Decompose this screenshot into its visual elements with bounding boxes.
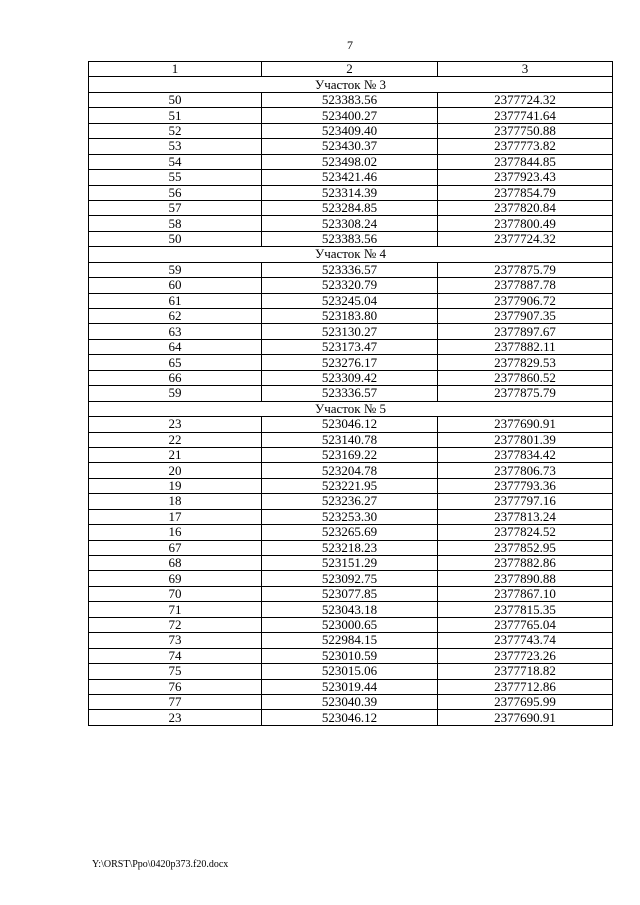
table-row	[89, 710, 613, 725]
y-coordinate-cell: 2377743.74	[438, 633, 613, 648]
table-row	[89, 231, 613, 246]
point-number-cell: 73	[89, 633, 262, 648]
x-coordinate-cell: 523151.29	[262, 556, 438, 571]
x-coordinate-cell: 523204.78	[262, 463, 438, 478]
y-coordinate-cell: 2377801.39	[438, 432, 613, 447]
table-row	[89, 494, 613, 509]
point-number-cell: 65	[89, 355, 262, 370]
table-row	[89, 370, 613, 385]
y-coordinate-cell: 2377867.10	[438, 586, 613, 601]
x-coordinate-cell: 523245.04	[262, 293, 438, 308]
y-coordinate-cell: 2377690.91	[438, 710, 613, 725]
x-coordinate-cell: 523236.27	[262, 494, 438, 509]
y-coordinate-cell: 2377765.04	[438, 617, 613, 632]
x-coordinate-cell: 523400.27	[262, 108, 438, 123]
y-coordinate-cell: 2377897.67	[438, 324, 613, 339]
footer-file-path: Y:\ORST\Ppo\0420p373.f20.docx	[92, 859, 229, 870]
x-coordinate-cell: 523409.40	[262, 123, 438, 138]
point-number-cell: 56	[89, 185, 262, 200]
y-coordinate-cell: 2377875.79	[438, 386, 613, 401]
table-row	[89, 509, 613, 524]
point-number-cell: 57	[89, 200, 262, 215]
x-coordinate-cell: 523276.17	[262, 355, 438, 370]
y-coordinate-cell: 2377844.85	[438, 154, 613, 169]
x-coordinate-cell: 523046.12	[262, 710, 438, 725]
table-row	[89, 154, 613, 169]
x-coordinate-cell: 523000.65	[262, 617, 438, 632]
column-header-3: 3	[438, 62, 613, 77]
table-row	[89, 293, 613, 308]
table-row	[89, 664, 613, 679]
y-coordinate-cell: 2377723.26	[438, 648, 613, 663]
table-row	[89, 540, 613, 555]
x-coordinate-cell: 523046.12	[262, 417, 438, 432]
point-number-cell: 69	[89, 571, 262, 586]
point-number-cell: 67	[89, 540, 262, 555]
point-number-cell: 52	[89, 123, 262, 138]
x-coordinate-cell: 523221.95	[262, 478, 438, 493]
point-number-cell: 50	[89, 92, 262, 107]
x-coordinate-cell: 523498.02	[262, 154, 438, 169]
coordinates-table-body	[89, 62, 613, 726]
x-coordinate-cell: 523019.44	[262, 679, 438, 694]
x-coordinate-cell: 523253.30	[262, 509, 438, 524]
point-number-cell: 59	[89, 262, 262, 277]
point-number-cell: 22	[89, 432, 262, 447]
x-coordinate-cell: 523183.80	[262, 309, 438, 324]
x-coordinate-cell: 523308.24	[262, 216, 438, 231]
table-row	[89, 123, 613, 138]
y-coordinate-cell: 2377724.32	[438, 231, 613, 246]
table-row	[89, 617, 613, 632]
point-number-cell: 20	[89, 463, 262, 478]
x-coordinate-cell: 523336.57	[262, 262, 438, 277]
y-coordinate-cell: 2377887.78	[438, 278, 613, 293]
x-coordinate-cell: 523218.23	[262, 540, 438, 555]
table-row	[89, 556, 613, 571]
point-number-cell: 75	[89, 664, 262, 679]
y-coordinate-cell: 2377797.16	[438, 494, 613, 509]
y-coordinate-cell: 2377907.35	[438, 309, 613, 324]
x-coordinate-cell: 523383.56	[262, 231, 438, 246]
x-coordinate-cell: 523336.57	[262, 386, 438, 401]
table-row	[89, 355, 613, 370]
x-coordinate-cell: 523010.59	[262, 648, 438, 663]
y-coordinate-cell: 2377718.82	[438, 664, 613, 679]
table-row	[89, 262, 613, 277]
table-row	[89, 679, 613, 694]
y-coordinate-cell: 2377813.24	[438, 509, 613, 524]
section-header-row	[89, 401, 613, 416]
x-coordinate-cell: 523314.39	[262, 185, 438, 200]
x-coordinate-cell: 523265.69	[262, 525, 438, 540]
x-coordinate-cell: 523077.85	[262, 586, 438, 601]
column-header-1: 1	[89, 62, 262, 77]
table-row	[89, 324, 613, 339]
x-coordinate-cell: 523130.27	[262, 324, 438, 339]
point-number-cell: 19	[89, 478, 262, 493]
point-number-cell: 64	[89, 339, 262, 354]
x-coordinate-cell: 523169.22	[262, 447, 438, 462]
y-coordinate-cell: 2377690.91	[438, 417, 613, 432]
table-row	[89, 463, 613, 478]
x-coordinate-cell: 522984.15	[262, 633, 438, 648]
section-header-row	[89, 247, 613, 262]
y-coordinate-cell: 2377695.99	[438, 694, 613, 709]
point-number-cell: 58	[89, 216, 262, 231]
section-header-row	[89, 77, 613, 92]
point-number-cell: 50	[89, 231, 262, 246]
x-coordinate-cell: 523383.56	[262, 92, 438, 107]
x-coordinate-cell: 523284.85	[262, 200, 438, 215]
y-coordinate-cell: 2377852.95	[438, 540, 613, 555]
table-row	[89, 92, 613, 107]
y-coordinate-cell: 2377906.72	[438, 293, 613, 308]
table-row	[89, 586, 613, 601]
point-number-cell: 17	[89, 509, 262, 524]
table-row	[89, 216, 613, 231]
x-coordinate-cell: 523320.79	[262, 278, 438, 293]
y-coordinate-cell: 2377875.79	[438, 262, 613, 277]
x-coordinate-cell: 523043.18	[262, 602, 438, 617]
section-title: Участок № 4	[89, 247, 613, 262]
table-row	[89, 417, 613, 432]
point-number-cell: 72	[89, 617, 262, 632]
coordinates-table	[88, 61, 613, 726]
x-coordinate-cell: 523173.47	[262, 339, 438, 354]
table-row	[89, 571, 613, 586]
table-row	[89, 170, 613, 185]
point-number-cell: 66	[89, 370, 262, 385]
y-coordinate-cell: 2377824.52	[438, 525, 613, 540]
page-number: 7	[347, 38, 353, 52]
table-row	[89, 602, 613, 617]
point-number-cell: 70	[89, 586, 262, 601]
point-number-cell: 53	[89, 139, 262, 154]
x-coordinate-cell: 523092.75	[262, 571, 438, 586]
point-number-cell: 21	[89, 447, 262, 462]
x-coordinate-cell: 523421.46	[262, 170, 438, 185]
table-row	[89, 386, 613, 401]
y-coordinate-cell: 2377773.82	[438, 139, 613, 154]
y-coordinate-cell: 2377860.52	[438, 370, 613, 385]
table-row	[89, 432, 613, 447]
x-coordinate-cell: 523040.39	[262, 694, 438, 709]
point-number-cell: 77	[89, 694, 262, 709]
table-row	[89, 694, 613, 709]
point-number-cell: 63	[89, 324, 262, 339]
column-header-2: 2	[262, 62, 438, 77]
x-coordinate-cell: 523015.06	[262, 664, 438, 679]
point-number-cell: 68	[89, 556, 262, 571]
y-coordinate-cell: 2377820.84	[438, 200, 613, 215]
table-row	[89, 200, 613, 215]
point-number-cell: 59	[89, 386, 262, 401]
point-number-cell: 18	[89, 494, 262, 509]
y-coordinate-cell: 2377724.32	[438, 92, 613, 107]
y-coordinate-cell: 2377750.88	[438, 123, 613, 138]
table-row	[89, 278, 613, 293]
y-coordinate-cell: 2377923.43	[438, 170, 613, 185]
point-number-cell: 23	[89, 417, 262, 432]
x-coordinate-cell: 523309.42	[262, 370, 438, 385]
table-row	[89, 108, 613, 123]
table-row	[89, 478, 613, 493]
point-number-cell: 60	[89, 278, 262, 293]
y-coordinate-cell: 2377834.42	[438, 447, 613, 462]
point-number-cell: 61	[89, 293, 262, 308]
point-number-cell: 74	[89, 648, 262, 663]
section-title: Участок № 3	[89, 77, 613, 92]
point-number-cell: 62	[89, 309, 262, 324]
point-number-cell: 71	[89, 602, 262, 617]
y-coordinate-cell: 2377712.86	[438, 679, 613, 694]
y-coordinate-cell: 2377882.11	[438, 339, 613, 354]
y-coordinate-cell: 2377854.79	[438, 185, 613, 200]
y-coordinate-cell: 2377882.86	[438, 556, 613, 571]
y-coordinate-cell: 2377890.88	[438, 571, 613, 586]
point-number-cell: 55	[89, 170, 262, 185]
table-row	[89, 309, 613, 324]
point-number-cell: 23	[89, 710, 262, 725]
table-row	[89, 633, 613, 648]
table-row	[89, 525, 613, 540]
point-number-cell: 76	[89, 679, 262, 694]
table-row	[89, 339, 613, 354]
y-coordinate-cell: 2377829.53	[438, 355, 613, 370]
y-coordinate-cell: 2377800.49	[438, 216, 613, 231]
point-number-cell: 54	[89, 154, 262, 169]
table-row	[89, 447, 613, 462]
point-number-cell: 16	[89, 525, 262, 540]
table-row	[89, 648, 613, 663]
y-coordinate-cell: 2377793.36	[438, 478, 613, 493]
y-coordinate-cell: 2377741.64	[438, 108, 613, 123]
point-number-cell: 51	[89, 108, 262, 123]
table-row	[89, 139, 613, 154]
x-coordinate-cell: 523140.78	[262, 432, 438, 447]
table-row	[89, 185, 613, 200]
table-header-row	[89, 62, 613, 77]
section-title: Участок № 5	[89, 401, 613, 416]
y-coordinate-cell: 2377815.35	[438, 602, 613, 617]
x-coordinate-cell: 523430.37	[262, 139, 438, 154]
y-coordinate-cell: 2377806.73	[438, 463, 613, 478]
